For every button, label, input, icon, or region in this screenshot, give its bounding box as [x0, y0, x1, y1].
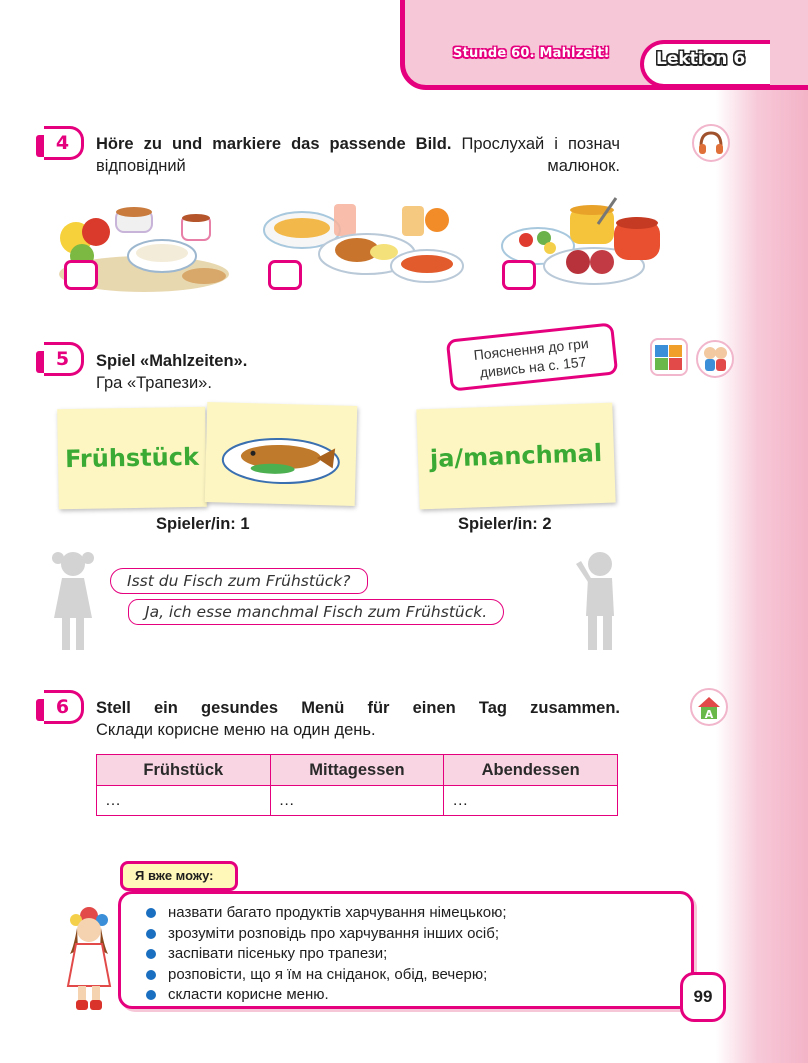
exercise-6-instruction-uk: Склади корисне меню на один день.	[96, 721, 376, 739]
girl-silhouette	[48, 548, 98, 652]
list-item: зрозуміти розповідь про харчування інших осіб;	[146, 924, 507, 945]
menu-header-dinner: Abendessen	[444, 755, 618, 786]
picture-2-checkbox[interactable]	[268, 260, 302, 290]
player-1-label: Spieler/in: 1	[156, 515, 250, 533]
exercise-6-instruction	[96, 697, 620, 741]
exercise-4-instruction-uk: Прослухай і познач відповідний малюнок.	[96, 135, 620, 175]
speech-bubble-question: Isst du Fisch zum Frühstück?	[110, 568, 368, 594]
menu-table	[96, 754, 618, 816]
list-item: заспівати пісеньку про трапези;	[146, 944, 507, 965]
house-letter-a-icon	[690, 688, 728, 726]
rules-note: Пояснення до гри дивись на с. 157	[446, 322, 619, 391]
table-row	[97, 786, 618, 816]
picture-3-checkbox[interactable]	[502, 260, 536, 290]
card-fish-picture[interactable]	[205, 402, 358, 506]
lesson-title: Stunde 60. Mahlzeit!	[453, 46, 610, 61]
list-item: розповісти, що я їм на сніданок, обід, вечерю;	[146, 965, 507, 986]
exercise-4-instruction-de: Höre zu und markiere das passende Bild.	[96, 135, 452, 153]
menu-table-header-row	[97, 755, 618, 786]
speech-bubble-answer: Ja, ich esse manchmal Fisch zum Frühstück.	[128, 599, 504, 625]
page-number: 99	[680, 972, 726, 1022]
unit-badge: Lektion 6	[656, 49, 746, 69]
card-meal-word-text: Frühstück	[64, 442, 200, 474]
menu-cell-dinner[interactable]: …	[444, 786, 618, 816]
headphones-icon	[692, 124, 730, 162]
boy-silhouette	[572, 550, 624, 652]
can-do-label: Я вже можу:	[120, 861, 238, 891]
card-answer-word-text: ja/manchmal	[429, 439, 603, 473]
player-2-label: Spieler/in: 2	[458, 515, 552, 533]
menu-cell-lunch[interactable]: …	[270, 786, 444, 816]
menu-cell-breakfast[interactable]: …	[97, 786, 271, 816]
exercise-5-title	[96, 350, 416, 394]
card-meal-word[interactable]	[57, 407, 207, 510]
menu-header-breakfast: Frühstück	[97, 755, 271, 786]
exercise-6-number: 6	[44, 690, 84, 724]
dice-blocks-icon	[650, 338, 688, 376]
girl-mascot-illustration	[60, 906, 118, 1014]
exercise-4-number: 4	[44, 126, 84, 160]
picture-1-checkbox[interactable]	[64, 260, 98, 290]
list-item: назвати багато продуктів харчування німецькою;	[146, 903, 507, 924]
exercise-5-number: 5	[44, 342, 84, 376]
exercise-5-title-de: Spiel «Mahlzeiten».	[96, 352, 248, 370]
children-pair-icon	[696, 340, 734, 378]
can-do-list	[146, 903, 507, 1006]
fish-dish-icon	[216, 417, 346, 490]
svg-text:A: A	[704, 708, 714, 721]
menu-header-lunch: Mittagessen	[270, 755, 444, 786]
exercise-4-instruction	[96, 133, 620, 177]
exercise-6-instruction-de: Stell ein gesundes Menü für einen Tag zusammen.	[96, 699, 620, 717]
exercise-5-title-uk: Гра «Трапези».	[96, 374, 212, 392]
list-item: скласти корисне меню.	[146, 985, 507, 1006]
page-side-strip	[716, 90, 808, 1063]
card-answer-word[interactable]	[416, 403, 615, 510]
